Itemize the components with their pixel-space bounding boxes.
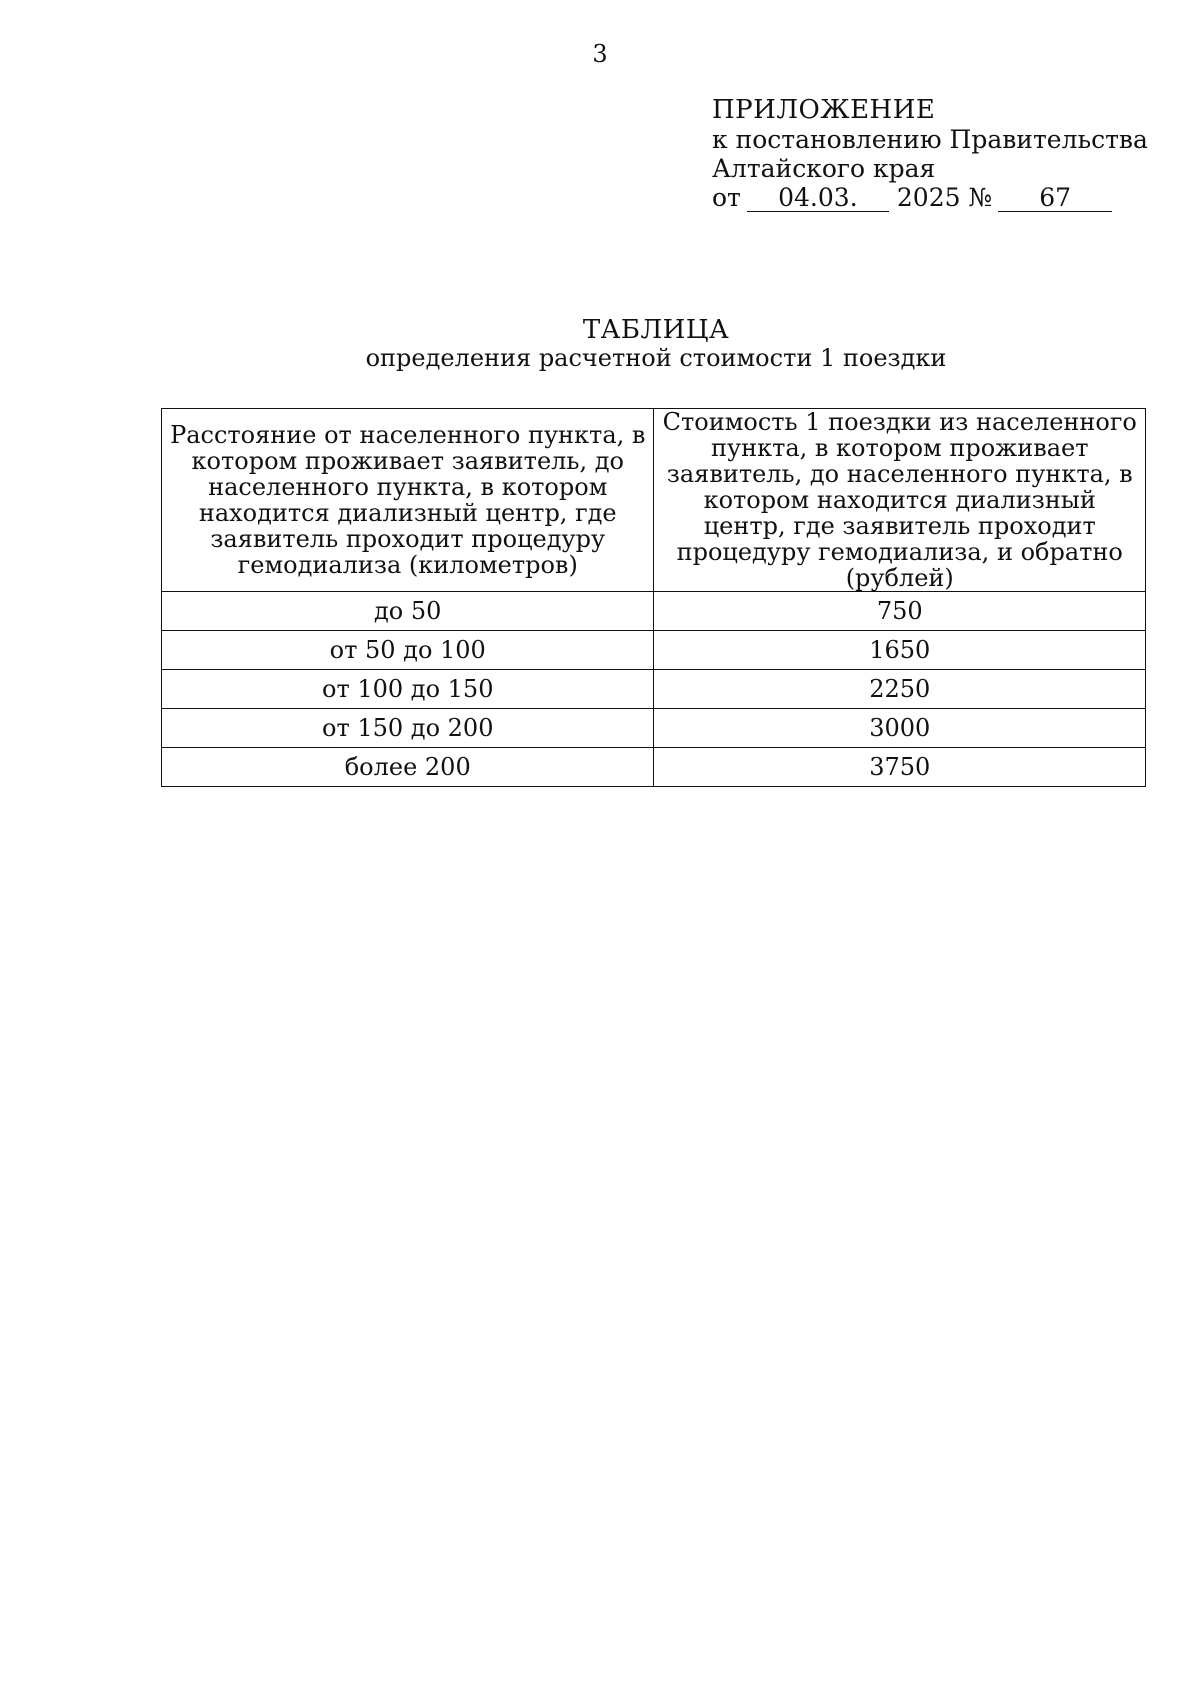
header-cost: Стоимость 1 поездки из населенного пункта, в котором проживает заявитель, до населенного пункта, в котором находится диализный центр, где заявитель проходит процедуру гемодиализа, и обратно (рублей) xyxy=(654,409,1146,592)
table-row xyxy=(162,592,1146,631)
appendix-line-1: к постановлению Правительства xyxy=(712,125,1148,154)
cost-table xyxy=(161,408,1146,787)
table-row xyxy=(162,670,1146,709)
header-distance: Расстояние от населенного пункта, в котором проживает заявитель, до населенного пункта, в котором находится диализный центр, где заявитель проходит процедуру гемодиализа (километров) xyxy=(162,409,654,592)
distance-cell: до 50 xyxy=(162,592,654,631)
table-header-row xyxy=(162,409,1146,592)
date-prefix: от xyxy=(712,183,741,212)
appendix-heading: ПРИЛОЖЕНИЕ xyxy=(712,95,936,125)
cost-cell: 1650 xyxy=(654,631,1146,670)
distance-cell: более 200 xyxy=(162,748,654,787)
cost-cell: 750 xyxy=(654,592,1146,631)
table-title: ТАБЛИЦА xyxy=(582,315,730,345)
table-row xyxy=(162,631,1146,670)
cost-cell: 3000 xyxy=(654,709,1146,748)
date-value: 04.03. xyxy=(747,185,889,212)
appendix-block xyxy=(712,96,1148,212)
appendix-line-2: Алтайского края xyxy=(712,154,936,183)
table-subtitle: определения расчетной стоимости 1 поездки xyxy=(365,344,947,372)
year-number-label: 2025 № xyxy=(896,183,993,212)
cost-cell: 3750 xyxy=(654,748,1146,787)
page-number: 3 xyxy=(592,40,608,68)
distance-cell: от 50 до 100 xyxy=(162,631,654,670)
cost-cell: 2250 xyxy=(654,670,1146,709)
table-row xyxy=(162,748,1146,787)
appendix-date-line xyxy=(712,183,1148,212)
distance-cell: от 100 до 150 xyxy=(162,670,654,709)
table-title-block xyxy=(0,316,1200,372)
document-number: 67 xyxy=(998,185,1112,212)
distance-cell: от 150 до 200 xyxy=(162,709,654,748)
table-row xyxy=(162,709,1146,748)
